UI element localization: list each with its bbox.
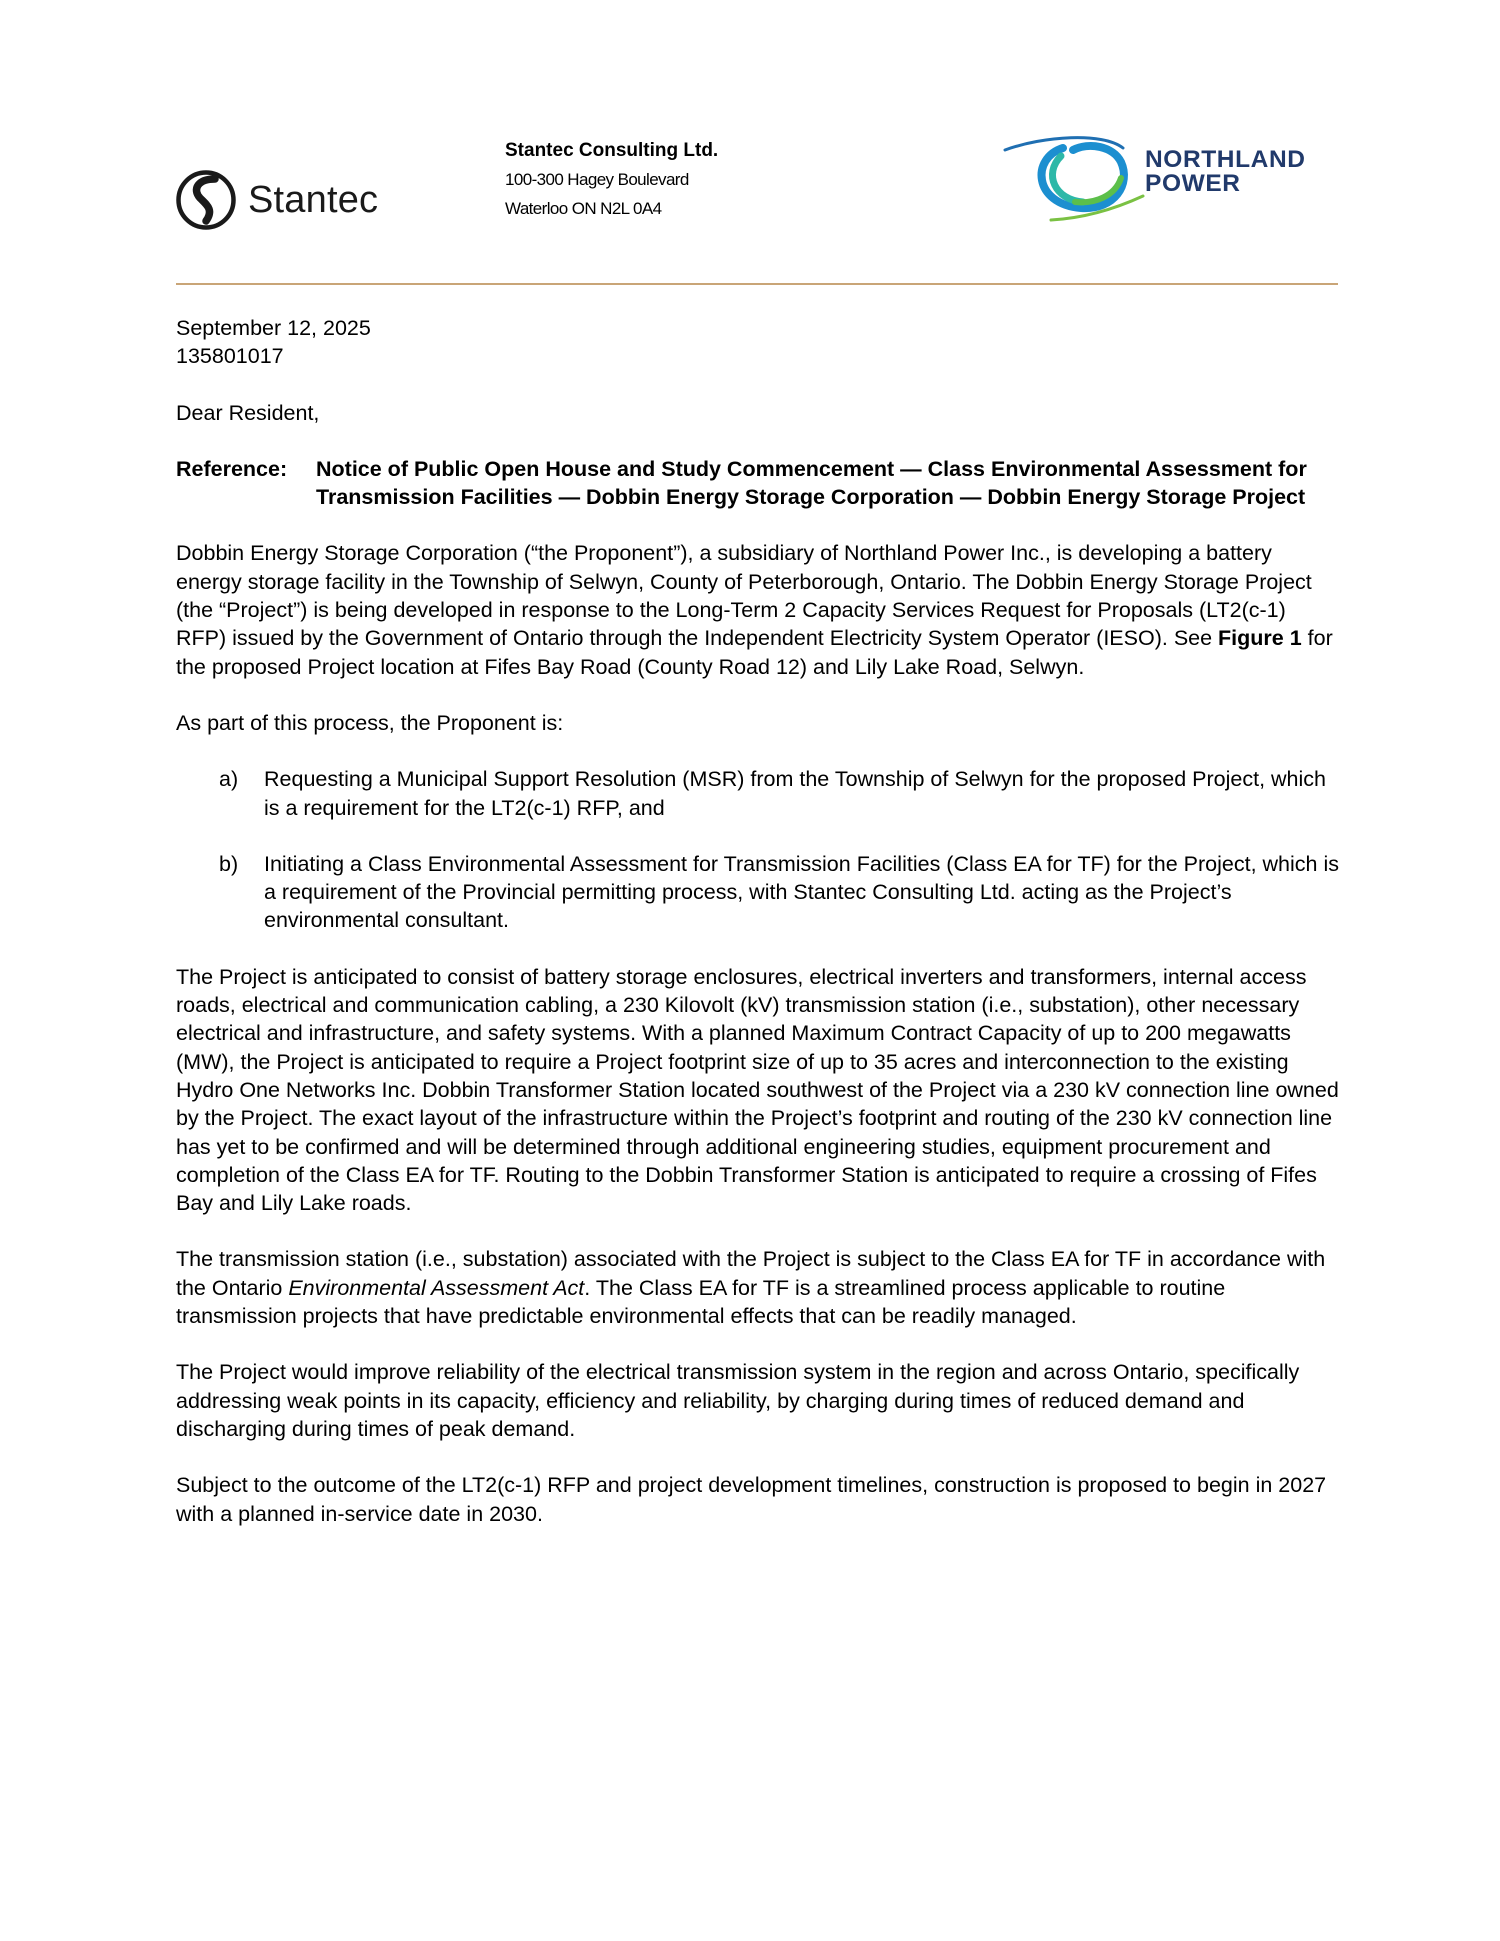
- list-item: [219, 765, 1341, 822]
- action-list: [176, 765, 1341, 934]
- sender-address: [505, 136, 718, 223]
- list-item: [219, 850, 1341, 935]
- header-divider: [176, 283, 1338, 285]
- northland-line-2: POWER: [1145, 170, 1241, 197]
- stantec-logo: [176, 170, 378, 230]
- act-title: Environmental Assessment Act: [288, 1275, 585, 1300]
- paragraph-reliability: The Project would improve reliability of the electrical transmission system in the region and across Ontario, specifically addressing weak points in its capacity, efficiency and reliability, by charging during times of reduced demand and discharging during times of peak demand.: [176, 1360, 1300, 1441]
- paragraph-intro-part1: Dobbin Energy Storage Corporation (“the Proponent”), a subsidiary of Northland Power Inc., is developing a battery energy storage facility in the Township of Selwyn, County of Peterborough, Ontario. The Dobbin Energy Storage Project (the “Project”) is being developed in response to the Long-Term 2 Capacity Services Request for Proposals (LT2(c-1) RFP) issued by the Government of Ontario through the Independent Electricity System Operator (IESO). See: [176, 541, 1312, 651]
- list-item-text: Requesting a Municipal Support Resolution (MSR) from the Township of Selwyn for the proposed Project, which is a requirement for the LT2(c-1) RFP, and: [264, 767, 1326, 820]
- list-marker: a): [219, 767, 239, 792]
- paragraph-process: As part of this process, the Proponent is:: [176, 710, 564, 735]
- list-marker: b): [219, 851, 239, 876]
- paragraph-class-ea-part1: The transmission station (i.e., substation) associated with the Project is subject to the Class EA for TF in accordance with the Ontario: [176, 1247, 1326, 1300]
- reference-label: Reference:: [176, 456, 288, 481]
- list-item-text: Initiating a Class Environmental Assessment for Transmission Facilities (Class EA for TF) for the Project, which is a requirement of the Provincial permitting process, with Stantec Consulting Ltd. acting as the Project’s environmental consultant.: [264, 851, 1339, 933]
- northland-swirl-icon: [1003, 134, 1153, 226]
- paragraph-project-description: The Project is anticipated to consist of battery storage enclosures, electrical inverters and transformers, internal access roads, electrical and communication cabling, a 230 Kilovolt (kV) transmission station (i.e., substation), other necessary electrical and infrastructure, and safety systems. With a planned Maximum Contract Capacity of up to 200 megawatts (MW), the Project is anticipated to require a Project footprint size of up to 35 acres and interconnection to the existing Hydro One Networks Inc. Dobbin Transformer Station located southwest of the Project via a 230 kV connection line owned by the Project. The exact layout of the infrastructure within the Project’s footprint and routing of the 230 kV connection line has yet to be confirmed and will be determined through additional engineering studies, equipment procurement and completion of the Class EA for TF. Routing to the Dobbin Transformer Station is anticipated to require a crossing of Fifes Bay and Lily Lake roads.: [176, 964, 1339, 1216]
- letter-body: [176, 314, 1341, 1528]
- reference-text: Notice of Public Open House and Study Commencement — Class Environmental Assessment for Transmission Facilities — Dobbin Energy Storage Corporation — Dobbin Energy Storage Project: [316, 456, 1307, 510]
- paragraph-class-ea-part2: . The Class EA for TF is a streamlined process applicable to routine transmission projects that have predictable environmental effects that can be readily managed.: [176, 1275, 1226, 1329]
- address-line-1: 100-300 Hagey Boulevard: [505, 170, 689, 189]
- salutation: Dear Resident,: [176, 400, 320, 425]
- paragraph-timeline: Subject to the outcome of the LT2(c-1) RFP and project development timelines, construction is proposed to begin in 2027 with a planned in-service date in 2030.: [176, 1473, 1327, 1526]
- letter-date: September 12, 2025: [176, 316, 371, 340]
- northland-power-logo: [1003, 134, 1348, 226]
- reference-block: [176, 455, 1341, 512]
- file-number: 135801017: [176, 344, 284, 369]
- northland-wordmark: [1145, 148, 1306, 196]
- date-block: [176, 314, 1341, 371]
- paragraph-class-ea: [176, 1245, 1341, 1330]
- company-name: Stantec Consulting Ltd.: [505, 140, 719, 161]
- figure-reference: Figure 1: [1218, 626, 1302, 651]
- stantec-wordmark: Stantec: [248, 179, 379, 221]
- stantec-mark-icon: [176, 170, 236, 230]
- northland-line-1: NORTHLAND: [1145, 146, 1306, 173]
- paragraph-intro-part2: for the proposed Project location at Fifes Bay Road (County Road 12) and Lily Lake Road, Selwyn.: [176, 626, 1333, 679]
- address-line-2: Waterloo ON N2L 0A4: [505, 199, 662, 218]
- paragraph-intro: [176, 539, 1341, 680]
